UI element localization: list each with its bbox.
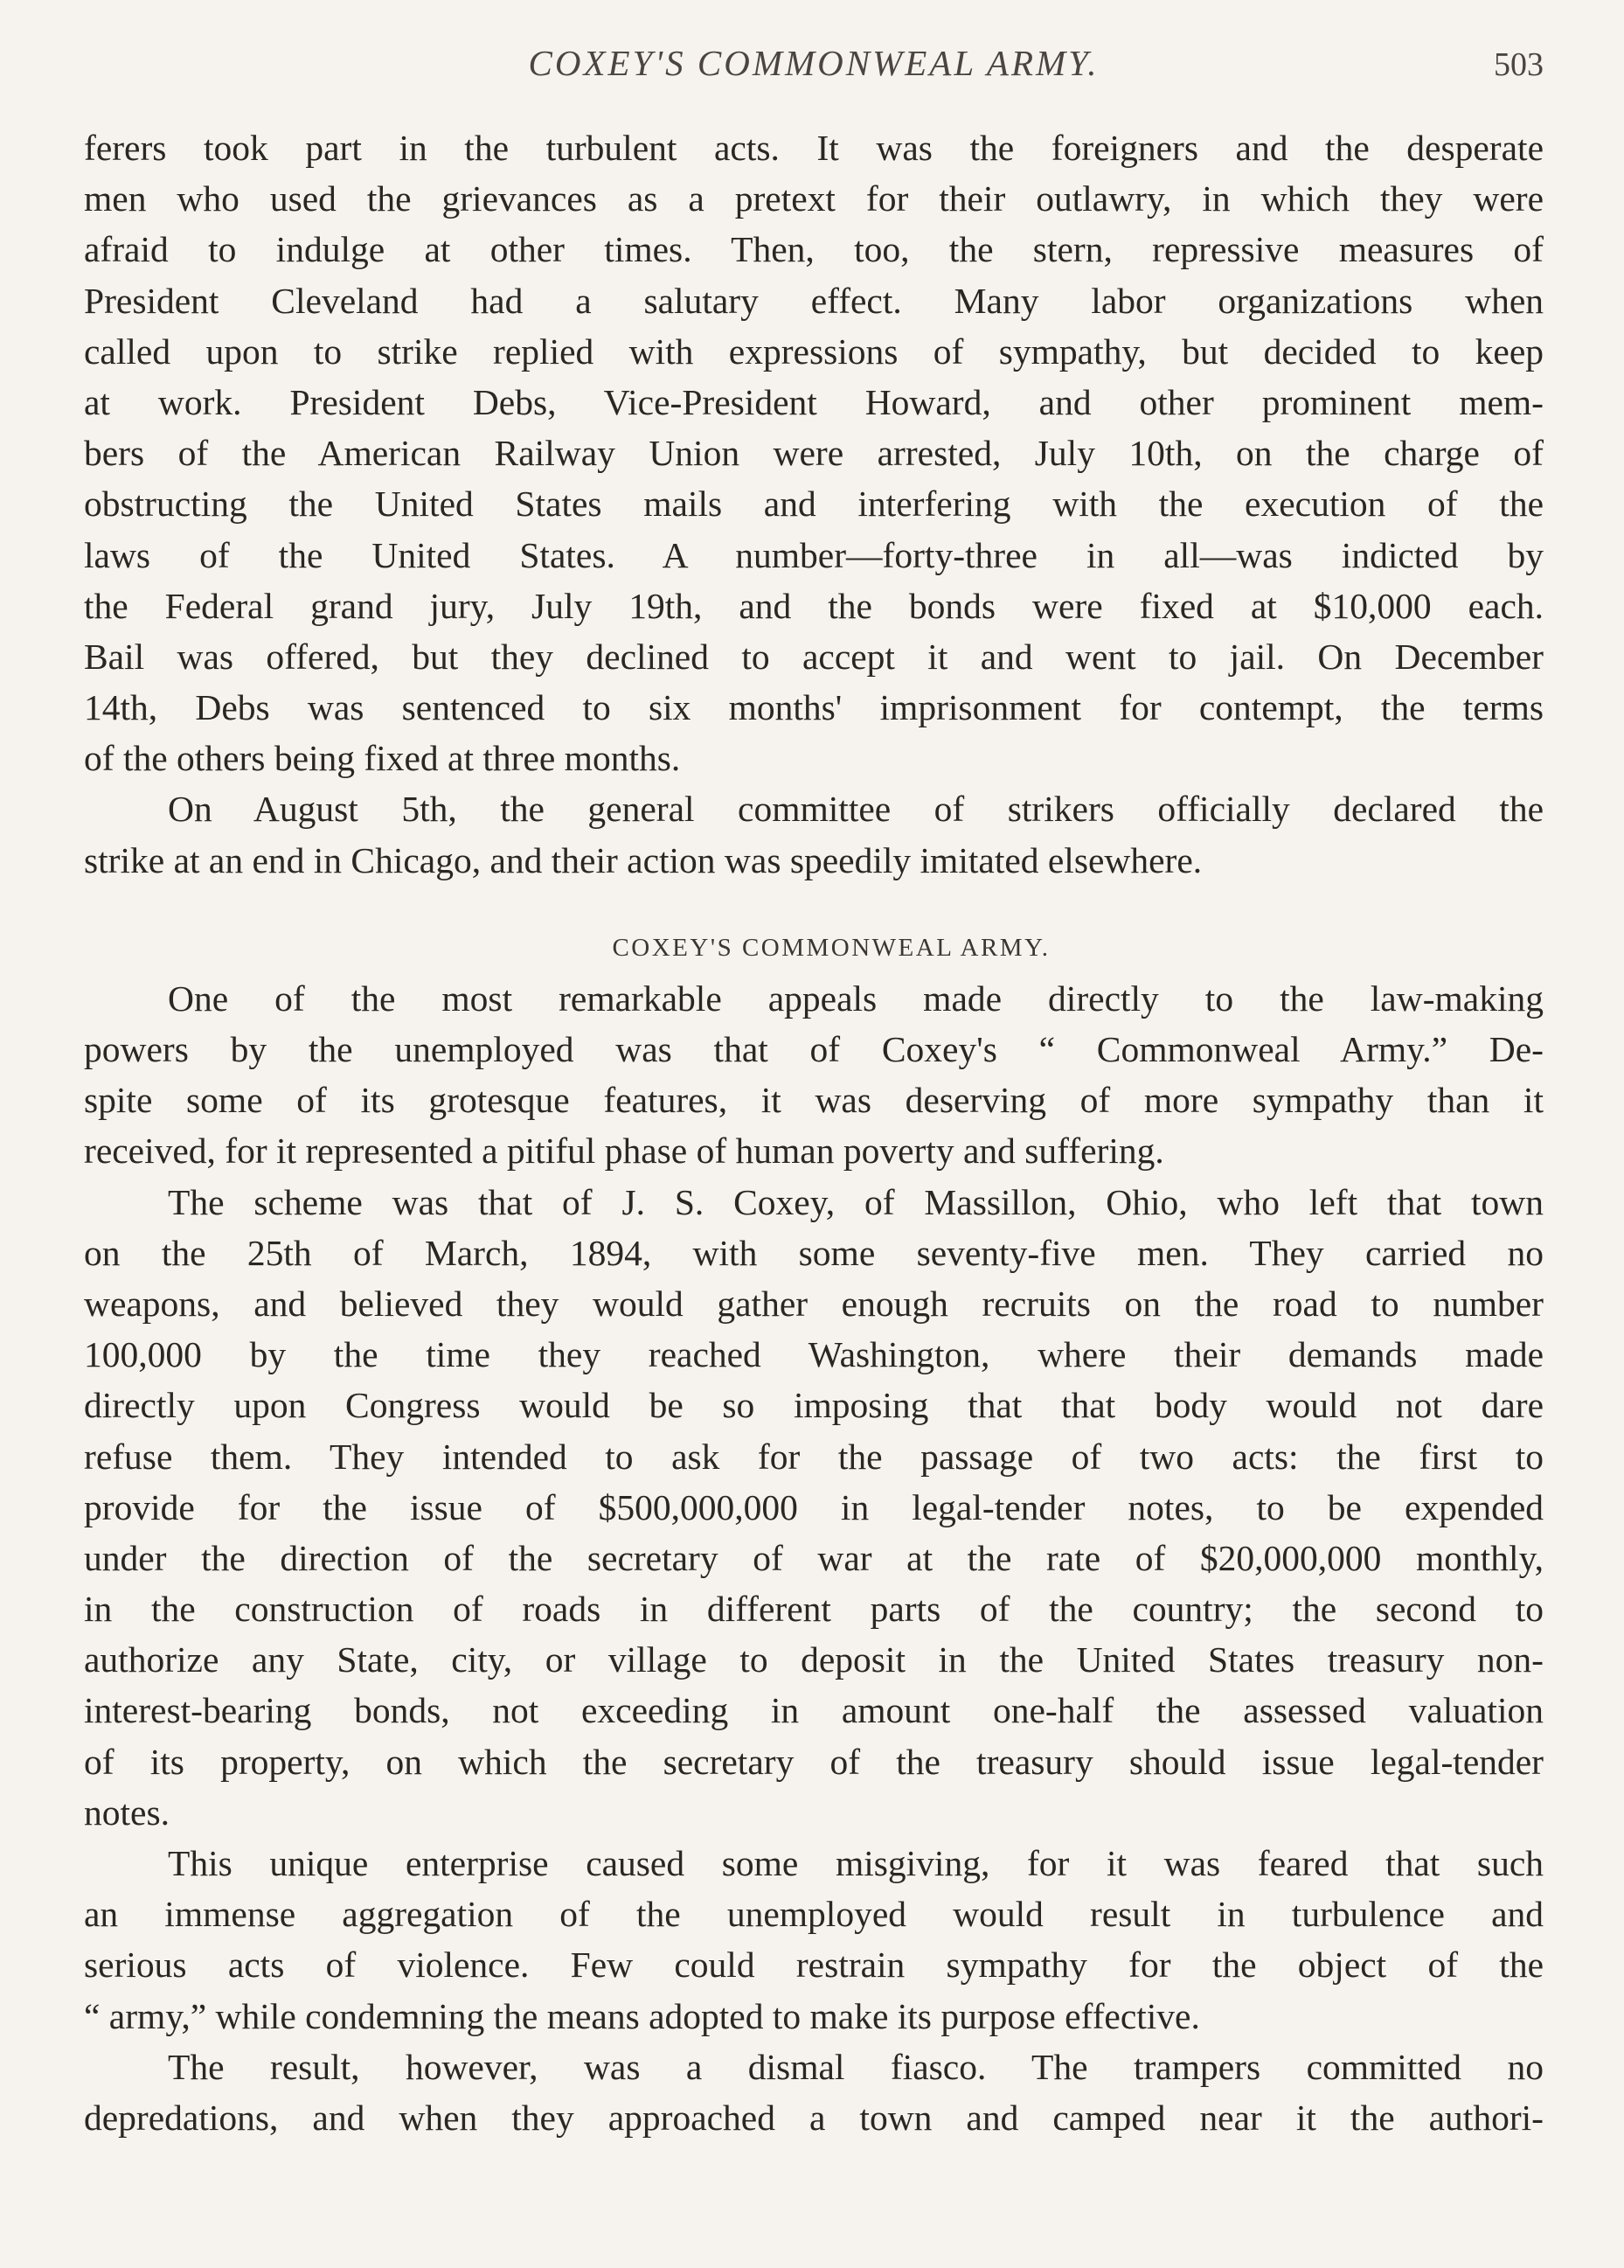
text-line: afraid to indulge at other times. Then, too, the stern, repressive measures of xyxy=(84,229,1544,270)
text-line: an immense aggregation of the unemployed would result in turbulence and xyxy=(84,1894,1544,1935)
paragraph xyxy=(84,783,1544,885)
text-line: This unique enterprise caused some misgiving, for it was feared that such xyxy=(168,1843,1544,1883)
text-line: under the direction of the secretary of war at the rate of $20,000,000 monthly, xyxy=(84,1537,1544,1578)
text-line: interest-bearing bonds, not exceeding in amount one-half the assessed valuation xyxy=(84,1690,1544,1731)
text-line: powers by the unemployed was that of Coxey's “ Commonweal Army.” De- xyxy=(84,1029,1544,1069)
text-line: President Cleveland had a salutary effect. Many labor organizations when xyxy=(84,280,1544,321)
text-line: 100,000 by the time they reached Washington, where their demands made xyxy=(84,1334,1544,1375)
text-line: strike at an end in Chicago, and their action was speedily imitated elsewhere. xyxy=(84,839,1203,880)
text-line: 14th, Debs was sentenced to six months' imprisonment for contempt, the terms xyxy=(84,687,1544,728)
page-number: 503 xyxy=(1494,46,1544,83)
text-line: authorize any State, city, or village to deposit in the United States treasury non- xyxy=(84,1639,1544,1680)
text-line: serious acts of violence. Few could restrain sympathy for the object of the xyxy=(84,1944,1544,1986)
text-line: “ army,” while condemning the means adopted to make its purpose effective. xyxy=(84,1995,1200,2036)
text-line: One of the most remarkable appeals made directly to the law-making xyxy=(168,977,1544,1019)
text-line: refuse them. They intended to ask for the passage of two acts: the first to xyxy=(84,1436,1544,1477)
text-line: called upon to strike replied with expressions of sympathy, but decided to keep xyxy=(84,330,1544,372)
paragraph xyxy=(84,122,1544,783)
section-spacer xyxy=(84,886,1544,922)
text-line: depredations, and when they approached a town and camped near it the authori- xyxy=(84,2097,1544,2138)
text-line: the Federal grand jury, July 19th, and the bonds were fixed at $10,000 each. xyxy=(84,585,1544,626)
text-line: of its property, on which the secretary of the treasury should issue legal-tender xyxy=(84,1741,1544,1782)
text-line: on the 25th of March, 1894, with some seventy-five men. They carried no xyxy=(84,1232,1544,1273)
text-line: of the others being fixed at three months. xyxy=(84,738,681,779)
text-line: weapons, and believed they would gather enough recruits on the road to number xyxy=(84,1283,1544,1324)
paragraph xyxy=(84,973,1544,1177)
text-line: bers of the American Railway Union were arrested, July 10th, on the charge of xyxy=(84,433,1544,474)
running-title: COXEY'S COMMONWEAL ARMY. xyxy=(528,43,1100,83)
text-line: men who used the grievances as a pretext for their outlawry, in which they were xyxy=(84,178,1544,219)
text-line: The scheme was that of J. S. Coxey, of Massillon, Ohio, who left that town xyxy=(168,1181,1544,1222)
body-text xyxy=(84,122,1544,2143)
paragraph xyxy=(84,1177,1544,1838)
paragraph xyxy=(84,2042,1544,2143)
text-line: On August 5th, the general committee of strikers officially declared the xyxy=(168,789,1544,830)
text-line: directly upon Congress would be so imposing that that body would not dare xyxy=(84,1385,1544,1426)
text-line: laws of the United States. A number—forty-three in all—was indicted by xyxy=(84,534,1544,575)
text-line: The result, however, was a dismal fiasco. The trampers committed no xyxy=(168,2046,1544,2087)
running-head xyxy=(84,42,1544,94)
text-line: provide for the issue of $500,000,000 in legal-tender notes, to be expended xyxy=(84,1486,1544,1527)
text-line: spite some of its grotesque features, it was deserving of more sympathy than it xyxy=(84,1080,1544,1121)
text-line: obstructing the United States mails and interfering with the execution of the xyxy=(84,484,1544,525)
text-line: in the construction of roads in different parts of the country; the second to xyxy=(84,1589,1544,1630)
paragraph xyxy=(84,1838,1544,2042)
section-heading: COXEY'S COMMONWEAL ARMY. xyxy=(612,933,1051,962)
text-line: Bail was offered, but they declined to accept it and went to jail. On December xyxy=(84,636,1544,677)
text-line: at work. President Debs, Vice-President Howard, and other prominent mem- xyxy=(84,381,1544,422)
text-line: received, for it represented a pitiful phase of human poverty and suffering. xyxy=(84,1131,1164,1172)
text-line: ferers took part in the turbulent acts. It was the foreigners and the desperate xyxy=(84,128,1544,168)
text-line: notes. xyxy=(84,1791,170,1833)
